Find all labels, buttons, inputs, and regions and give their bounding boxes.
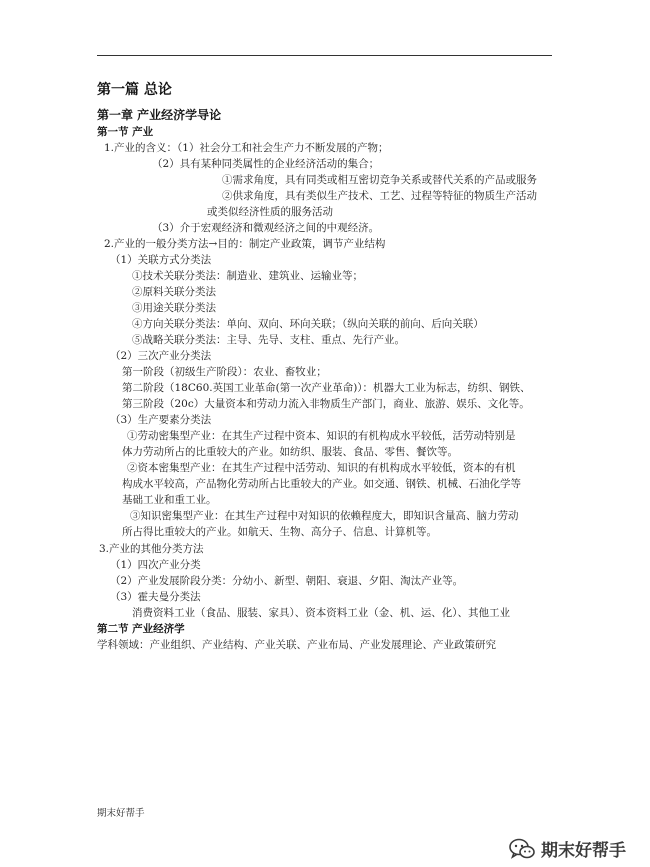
header-rule bbox=[97, 55, 552, 56]
page-footer: 期末好帮手 bbox=[97, 808, 145, 819]
text-line: ②供求角度，具有类似生产技术、工艺、过程等特征的物质生产活动 bbox=[222, 190, 537, 202]
text-line: ③用途关联分类法 bbox=[132, 302, 216, 314]
text-line: 所占得比重较大的产业。如航天、生物、高分子、信息、计算机等。 bbox=[122, 526, 437, 538]
text-line: ④方向关联分类法：单向、双向、环向关联；（纵向关联的前向、后向关联） bbox=[132, 318, 484, 330]
wechat-icon bbox=[509, 838, 535, 860]
watermark bbox=[509, 836, 626, 861]
part-title: 第一篇 总论 bbox=[97, 82, 172, 98]
text-line: （3）生产要素分类法 bbox=[110, 414, 212, 426]
text-line: （2）具有某种同类属性的企业经济活动的集合； bbox=[152, 158, 380, 170]
text-line: （3）霍夫曼分类法 bbox=[110, 591, 201, 603]
text-line: （2）产业发展阶段分类：分幼小、新型、朝阳、衰退、夕阳、淘汰产业等。 bbox=[110, 575, 464, 587]
text-line: 第一阶段（初级生产阶段）：农业、畜牧业； bbox=[122, 366, 327, 378]
text-line: 3.产业的其他分类方法 bbox=[99, 543, 204, 555]
text-line: 消费资料工业（食品、服装、家具）、资本资料工业（金、机、运、化）、其他工业 bbox=[132, 607, 510, 619]
text-line: 构成水平较高，产品物化劳动所占比重较大的产业。如交通、钢铁、机械、石油化学等 bbox=[122, 478, 521, 490]
text-line: （2）三次产业分类法 bbox=[110, 350, 212, 362]
text-line: （1）关联方式分类法 bbox=[110, 254, 212, 266]
text-line: ①技术关联分类法：制造业、建筑业、运输业等； bbox=[132, 270, 363, 282]
text-line: 学科领域：产业组织、产业结构、产业关联、产业布局、产业发展理论、产业政策研究 bbox=[97, 639, 496, 651]
text-line: 第二阶段（18C60.英国工业革命(第一次产业革命)）：机器大工业为标志，纺织、钢铁、 bbox=[122, 382, 531, 394]
text-line: ②资本密集型产业：在其生产过程中活劳动、知识的有机构成水平较低，资本的有机 bbox=[127, 462, 516, 474]
text-line: ②原料关联分类法 bbox=[132, 286, 216, 298]
watermark-text: 期末好帮手 bbox=[541, 841, 626, 861]
text-line: ①需求角度，具有同类或相互密切竞争关系或替代关系的产品或服务 bbox=[222, 174, 537, 186]
text-line: ①劳动密集型产业：在其生产过程中资本、知识的有机构成水平较低，活劳动特别是 bbox=[127, 430, 516, 442]
chapter-title: 第一章 产业经济学导论 bbox=[97, 108, 222, 122]
text-line: 体力劳动所占的比重较大的产业。如纺织、服装、食品、零售、餐饮等。 bbox=[122, 446, 458, 458]
text-line: 第三阶段（20c）大量资本和劳动力流入非物质生产部门，商业、旅游、娱乐、文化等。 bbox=[122, 398, 530, 410]
text-line: ③知识密集型产业：在其生产过程中对知识的依赖程度大，即知识含量高、脑力劳动 bbox=[130, 510, 519, 522]
text-line: （1）四次产业分类 bbox=[110, 559, 201, 571]
section-title: 第二节 产业经济学 bbox=[97, 623, 185, 635]
text-line: 基础工业和重工业。 bbox=[122, 494, 217, 506]
text-line: 2.产业的一般分类方法→目的：制定产业政策，调节产业结构 bbox=[104, 238, 386, 250]
text-line: 或类似经济性质的服务活动 bbox=[207, 206, 333, 218]
text-line: 1.产业的含义：（1）社会分工和社会生产力不断发展的产物； bbox=[104, 142, 389, 154]
text-line: ⑤战略关联分类法：主导、先导、支柱、重点、先行产业。 bbox=[132, 334, 405, 346]
text-line: （3）介于宏观经济和微观经济之间的中观经济。 bbox=[152, 222, 380, 234]
section-title: 第一节 产业 bbox=[97, 126, 154, 138]
